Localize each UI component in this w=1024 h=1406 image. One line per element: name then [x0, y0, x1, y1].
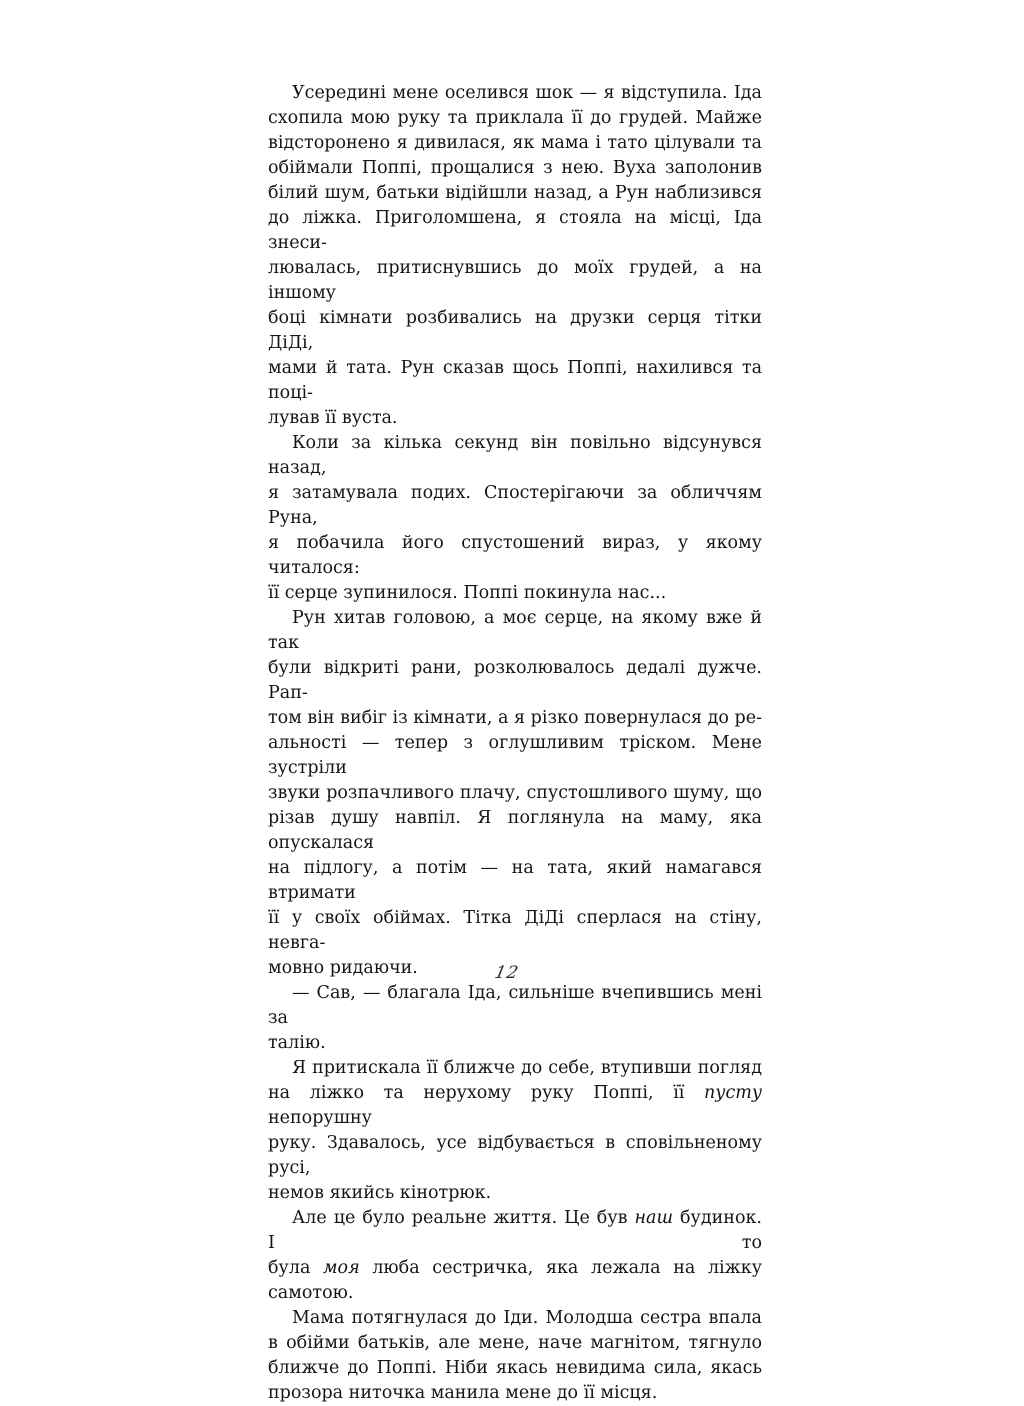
italic-text: наш — [634, 1208, 674, 1228]
text-segment: її у своїх обіймах. Тітка ДіДі сперлася на стіну, невга- — [268, 908, 762, 953]
text-segment: звуки розпачливого плачу, спустошливого шуму, що — [268, 783, 762, 803]
text-segment: руку. Здавалось, усе відбувається в сповільненому русі, — [268, 1133, 762, 1178]
text-segment: талію. — [268, 1033, 326, 1053]
text-line — [268, 656, 762, 706]
text-segment: схопила мою руку та приклала її до грудей. Майже — [268, 108, 762, 128]
text-line — [268, 481, 762, 531]
text-line — [268, 581, 762, 606]
text-segment: білий шум, батьки відійшли назад, а Рун наблизився — [268, 183, 762, 203]
text-segment: були відкриті рани, розколювалось дедалі дужче. Рап- — [268, 658, 762, 703]
text-segment: обіймали Поппі, прощалися з нею. Вуха заполонив — [268, 158, 762, 178]
text-segment: боці кімнати розбивались на друзки серця тітки ДіДі, — [268, 308, 762, 353]
text-line — [268, 806, 762, 856]
text-line — [268, 431, 762, 481]
text-segment: прозора ниточка манила мене до її місця. — [268, 1383, 658, 1403]
text-line — [268, 731, 762, 781]
text-segment: лував її вуста. — [268, 408, 398, 428]
text-line — [268, 1256, 762, 1306]
text-line — [268, 1356, 762, 1381]
text-segment: альності — тепер з оглушливим тріском. Мене зустріли — [268, 733, 762, 778]
text-segment: мами й тата. Рун сказав щось Поппі, нахилився та поці- — [268, 358, 762, 403]
text-segment: до ліжка. Приголомшена, я стояла на місці, Іда знеси- — [268, 208, 762, 253]
text-line — [268, 306, 762, 356]
text-line — [268, 131, 762, 156]
text-segment: в обійми батьків, але мене, наче магнітом, тягнуло — [268, 1333, 762, 1353]
text-line — [268, 1306, 762, 1331]
text-line — [268, 206, 762, 256]
text-segment: том він вибіг із кімнати, а я різко повернулася до ре- — [268, 708, 762, 728]
text-line — [268, 531, 762, 581]
page-number — [0, 963, 1014, 983]
text-segment: на підлогу, а потім — на тата, який намагався втримати — [268, 858, 762, 903]
text-segment: Мама потягнулася до Іди. Молодша сестра впала — [292, 1308, 762, 1328]
text-line — [268, 781, 762, 806]
text-line — [268, 256, 762, 306]
text-segment: була — [268, 1258, 324, 1278]
text-segment: ближче до Поппі. Ніби якась невидима сила, якась — [268, 1358, 762, 1378]
text-segment: непорушну — [268, 1108, 372, 1128]
text-segment: її серце зупинилося. Поппі покинула нас... — [268, 583, 667, 603]
text-line — [268, 856, 762, 906]
text-segment: мовно ридаючи. — [268, 958, 418, 978]
page-number-value: 12 — [493, 963, 521, 983]
text-line — [268, 1056, 762, 1081]
text-line — [268, 181, 762, 206]
text-line — [268, 406, 762, 431]
text-line — [268, 81, 762, 106]
text-segment: лювалась, притиснувшись до моїх грудей, а на іншому — [268, 258, 762, 303]
text-segment: Коли за кілька секунд він повільно відсунувся назад, — [268, 433, 762, 478]
text-line — [268, 1031, 762, 1056]
text-line — [268, 706, 762, 731]
text-segment: Але це було реальне життя. Це був — [292, 1208, 635, 1228]
text-line — [268, 606, 762, 656]
text-line — [268, 906, 762, 956]
text-segment: різав душу навпіл. Я поглянула на маму, яка опускалася — [268, 808, 762, 853]
text-segment: Усередині мене оселився шок — я відступила. Іда — [292, 83, 762, 103]
text-line — [268, 1206, 762, 1256]
text-line — [268, 1181, 762, 1206]
text-segment: — Сав, — благала Іда, сильніше вчепившись мені за — [268, 983, 762, 1028]
text-line — [268, 1081, 762, 1131]
text-line — [268, 1331, 762, 1356]
italic-text: пусту — [704, 1083, 762, 1103]
text-line — [268, 356, 762, 406]
text-segment: на ліжко та нерухому руку Поппі, її — [268, 1083, 705, 1103]
text-line — [268, 1381, 762, 1406]
text-segment: я затамувала подих. Спостерігаючи за обличчям Руна, — [268, 483, 762, 528]
italic-text: моя — [323, 1258, 360, 1278]
text-segment: Рун хитав головою, а моє серце, на якому вже й так — [268, 608, 762, 653]
text-line — [268, 156, 762, 181]
text-segment: відсторонено я дивилася, як мама і тато цілували та — [268, 133, 762, 153]
text-line — [268, 106, 762, 131]
text-segment: люба сестричка, яка лежала на ліжку самотою. — [268, 1258, 762, 1303]
text-segment: я побачила його спустошений вираз, у якому читалося: — [268, 533, 762, 578]
page-text — [268, 81, 762, 1406]
text-segment: будинок. І то — [268, 1208, 762, 1253]
text-segment: Я притискала її ближче до себе, втупивши погляд — [292, 1058, 762, 1078]
text-segment: немов якийсь кінотрюк. — [268, 1183, 492, 1203]
text-line — [268, 1131, 762, 1181]
